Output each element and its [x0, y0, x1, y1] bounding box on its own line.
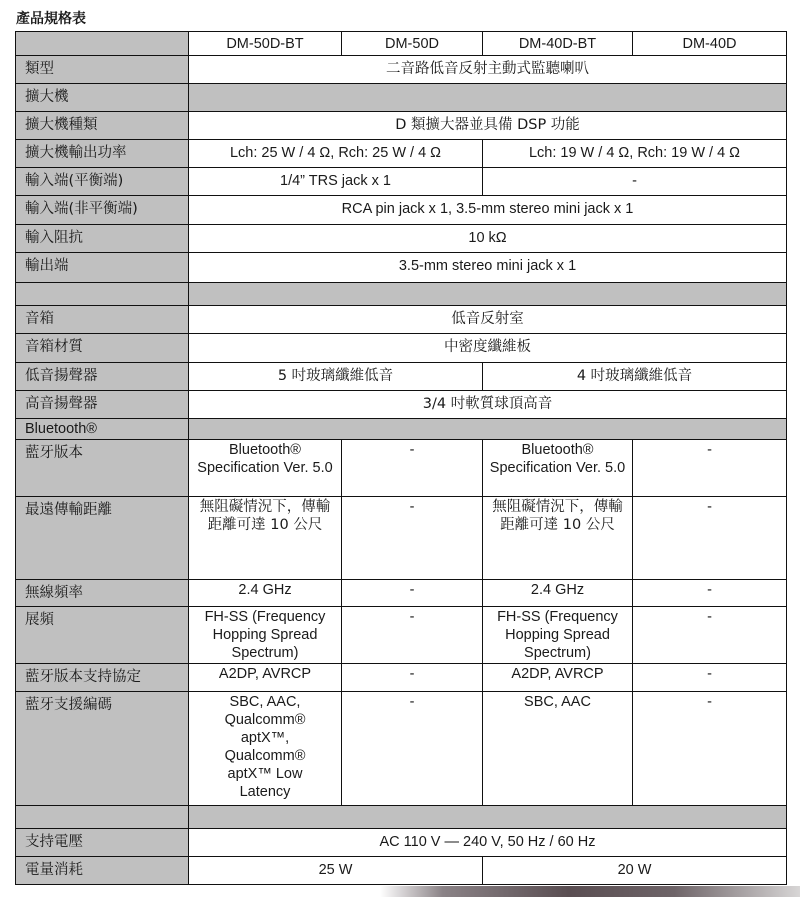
value-dm-40d: -	[633, 607, 787, 664]
header-corner	[16, 32, 189, 56]
value-dm-40d: -	[633, 664, 787, 692]
value-40-series: 4 吋玻璃纖維低音	[483, 363, 787, 391]
value-dm-50d: -	[342, 664, 483, 692]
row-label: 高音揚聲器	[16, 391, 189, 419]
row-label: 藍牙支援編碼	[16, 692, 189, 806]
model-dm-50d: DM-50D	[342, 32, 483, 56]
section-label: 擴大機	[16, 84, 189, 112]
model-dm-40d: DM-40D	[633, 32, 787, 56]
row-input-balanced	[16, 168, 787, 196]
row-label: 類型	[16, 56, 189, 84]
row-bt-version	[16, 440, 787, 497]
value-40-series: Lch: 19 W / 4 Ω, Rch: 19 W / 4 Ω	[483, 140, 787, 168]
value-dm-50d-bt: Bluetooth® Specification Ver. 5.0	[189, 440, 342, 497]
value-40-series: -	[483, 168, 787, 196]
row-value: 3/4 吋軟質球頂高音	[189, 391, 787, 419]
row-value: 低音反射室	[189, 306, 787, 334]
row-bt-codec	[16, 692, 787, 806]
page-title: 產品規格表	[16, 11, 86, 27]
value-dm-40d: -	[633, 692, 787, 806]
value-dm-40d: -	[633, 440, 787, 497]
value-50-series: 5 吋玻璃纖維低音	[189, 363, 483, 391]
row-label: 擴大機種類	[16, 112, 189, 140]
background-photo-edge	[380, 886, 800, 897]
value-dm-50d: -	[342, 607, 483, 664]
row-tweeter	[16, 391, 787, 419]
row-input-impedance	[16, 225, 787, 253]
section-fill	[189, 806, 787, 829]
row-value: RCA pin jack x 1, 3.5-mm stereo mini jack x 1	[189, 196, 787, 225]
section-amp	[16, 84, 787, 112]
row-cabinet	[16, 306, 787, 334]
row-label: 擴大機輸出功率	[16, 140, 189, 168]
value-dm-40d: -	[633, 497, 787, 580]
row-bt-profile	[16, 664, 787, 692]
value-dm-40d-bt: SBC, AAC	[483, 692, 633, 806]
value-dm-40d-bt: 2.4 GHz	[483, 580, 633, 607]
row-label: 支持電壓	[16, 829, 189, 857]
row-type	[16, 56, 787, 84]
value-dm-50d-bt: A2DP, AVRCP	[189, 664, 342, 692]
value-50-series: 25 W	[189, 857, 483, 885]
row-input-unbalanced	[16, 196, 787, 225]
section-fill	[189, 283, 787, 306]
value-dm-40d-bt: A2DP, AVRCP	[483, 664, 633, 692]
row-bt-spread	[16, 607, 787, 664]
value-dm-50d-bt: SBC, AAC, Qualcomm® aptX™, Qualcomm® aptX™ Low Latency	[189, 692, 342, 806]
section-spacer	[16, 283, 787, 306]
value-dm-50d: -	[342, 440, 483, 497]
row-cabinet-material	[16, 334, 787, 363]
section-fill	[189, 419, 787, 440]
header-row	[16, 32, 787, 56]
row-label: 最遠傳輸距離	[16, 497, 189, 580]
row-label: 展頻	[16, 607, 189, 664]
model-dm-40d-bt: DM-40D-BT	[483, 32, 633, 56]
row-value: 中密度纖維板	[189, 334, 787, 363]
row-value: 二音路低音反射主動式監聽喇叭	[189, 56, 787, 84]
row-value: 10 kΩ	[189, 225, 787, 253]
row-value: D 類擴大器並具備 DSP 功能	[189, 112, 787, 140]
value-50-series: Lch: 25 W / 4 Ω, Rch: 25 W / 4 Ω	[189, 140, 483, 168]
value-dm-50d: -	[342, 497, 483, 580]
value-dm-50d-bt: 無阻礙情況下，傳輸距離可達 10 公尺	[189, 497, 342, 580]
value-dm-40d-bt: 無阻礙情況下，傳輸距離可達 10 公尺	[483, 497, 633, 580]
row-bt-frequency	[16, 580, 787, 607]
row-output	[16, 253, 787, 283]
spec-table	[15, 31, 787, 885]
row-label: 音箱材質	[16, 334, 189, 363]
value-dm-50d-bt: FH-SS (Frequency Hopping Spread Spectrum)	[189, 607, 342, 664]
row-voltage	[16, 829, 787, 857]
row-label: 輸入端(非平衡端)	[16, 196, 189, 225]
value-dm-40d: -	[633, 580, 787, 607]
value-dm-50d-bt: 2.4 GHz	[189, 580, 342, 607]
section-label: Bluetooth®	[16, 419, 189, 440]
row-label: 低音揚聲器	[16, 363, 189, 391]
row-label: 音箱	[16, 306, 189, 334]
row-power	[16, 857, 787, 885]
section-fill	[189, 84, 787, 112]
section-label	[16, 283, 189, 306]
row-bt-range	[16, 497, 787, 580]
row-label: 輸入端(平衡端)	[16, 168, 189, 196]
section-label	[16, 806, 189, 829]
model-dm-50d-bt: DM-50D-BT	[189, 32, 342, 56]
row-woofer	[16, 363, 787, 391]
section-bluetooth	[16, 419, 787, 440]
row-value: AC 110 V — 240 V, 50 Hz / 60 Hz	[189, 829, 787, 857]
value-50-series: 1/4” TRS jack x 1	[189, 168, 483, 196]
value-dm-40d-bt: Bluetooth® Specification Ver. 5.0	[483, 440, 633, 497]
row-amp-type	[16, 112, 787, 140]
value-dm-50d: -	[342, 580, 483, 607]
value-dm-50d: -	[342, 692, 483, 806]
section-spacer	[16, 806, 787, 829]
row-label: 輸入阻抗	[16, 225, 189, 253]
row-amp-output	[16, 140, 787, 168]
row-label: 電量消耗	[16, 857, 189, 885]
row-label: 藍牙版本	[16, 440, 189, 497]
row-label: 輸出端	[16, 253, 189, 283]
row-label: 無線頻率	[16, 580, 189, 607]
row-value: 3.5-mm stereo mini jack x 1	[189, 253, 787, 283]
row-label: 藍牙版本支持協定	[16, 664, 189, 692]
value-dm-40d-bt: FH-SS (Frequency Hopping Spread Spectrum)	[483, 607, 633, 664]
value-40-series: 20 W	[483, 857, 787, 885]
